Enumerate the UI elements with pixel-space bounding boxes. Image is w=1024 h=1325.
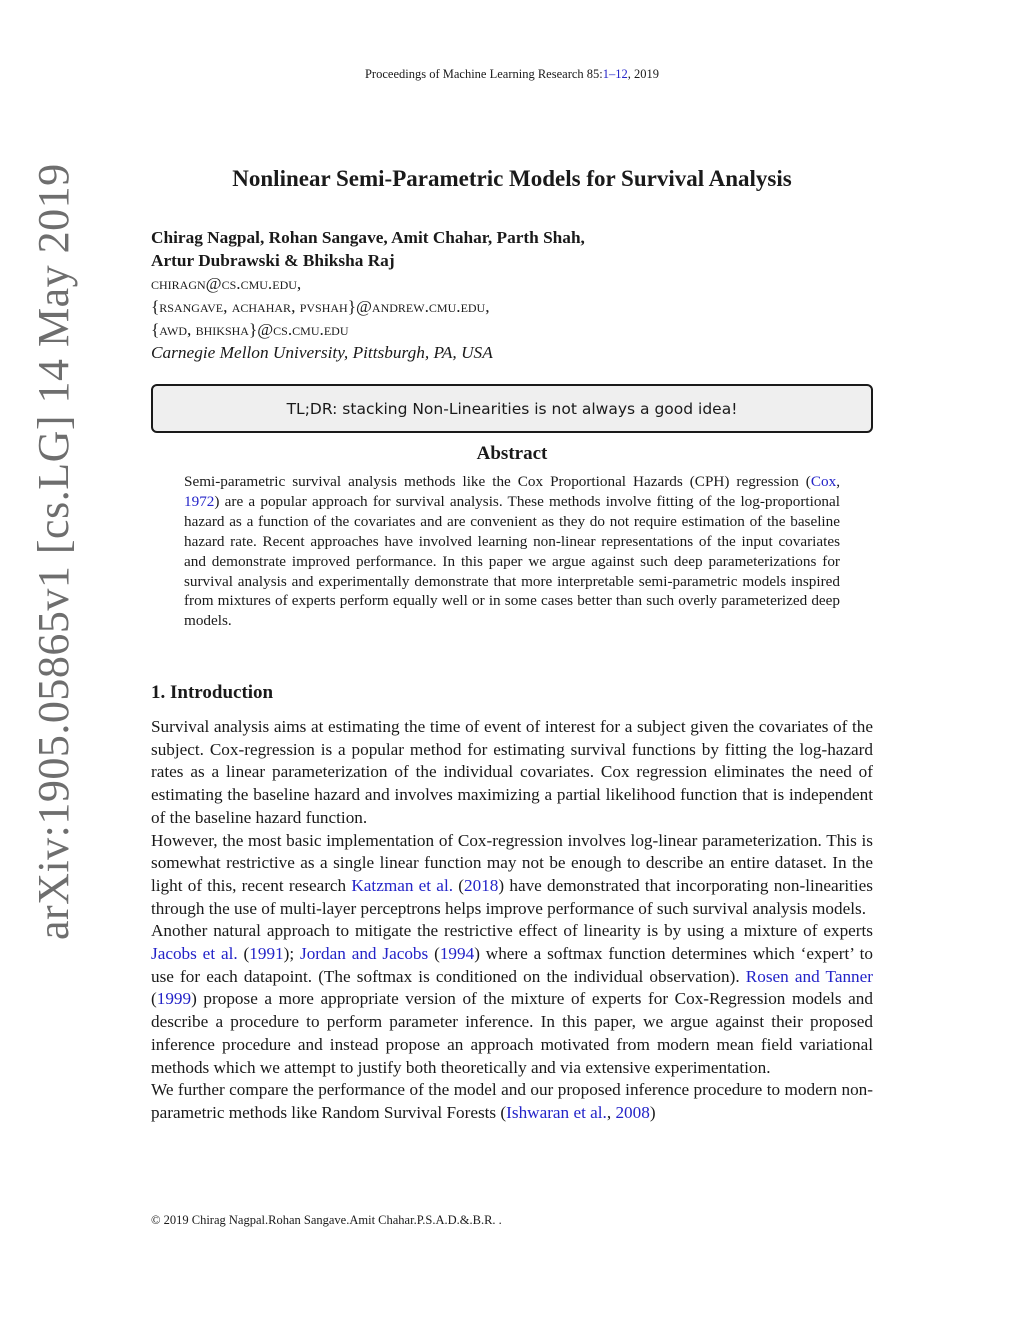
page-end-link[interactable]: 12 <box>615 67 628 81</box>
cite-ishwaran-year[interactable]: 2008 <box>615 1102 650 1122</box>
affiliation: Carnegie Mellon University, Pittsburgh, PA, USA <box>151 343 493 362</box>
cite-semicolon: ; <box>289 944 301 964</box>
intro-p3-text-b: where a softmax function determines which ‘expert’ to use for each datapoint. (The softmax is conditioned on the individual observation). <box>151 944 873 986</box>
paren-close: ) <box>474 944 480 964</box>
page-range-dash: – <box>609 67 616 81</box>
section-heading-introduction: 1. Introduction <box>151 682 274 703</box>
cite-jacobs[interactable]: Jacobs et al. <box>151 944 238 964</box>
paren-open: ( <box>458 875 464 895</box>
intro-p3-text-a: Another natural approach to mitigate the restrictive effect of linearity is by using a mixture of experts <box>151 921 873 941</box>
cite-cox[interactable]: Cox <box>810 473 837 490</box>
author-names-line-2: Artur Dubrawski & Bhiksha Raj <box>151 251 395 270</box>
copyright-footer: © 2019 Chirag Nagpal.Rohan Sangave.Amit Chahar.P.S.A.D.&.B.R. . <box>151 1213 502 1227</box>
arxiv-identifier: arXiv:1905.05865v1 [cs.LG] 14 May 2019 <box>29 163 78 940</box>
intro-paragraph-4 <box>151 1079 873 1124</box>
intro-p2-text-a: However, the most basic implementation of Cox-regression involves log-linear parameterization. This is somewhat restrictive as a single linear function may not be enough to describe an entire dataset. In the light of this, recent research <box>151 830 873 895</box>
author-email-2: {rsangave, achahar, pvshah}@andrew.cmu.edu, <box>151 297 490 316</box>
cite-sep: , <box>836 473 840 490</box>
cite-katzman-year[interactable]: 2018 <box>464 875 499 895</box>
cite-jordan-jacobs-year[interactable]: 1994 <box>439 944 475 964</box>
author-block <box>151 226 873 364</box>
cite-jacobs-year[interactable]: 1991 <box>249 944 284 964</box>
intro-p4-text-a: We further compare the performance of the model and our proposed inference procedure to modern non-parametric methods like Random Survival Forests <box>151 1080 873 1122</box>
paren-close: ) <box>649 1102 656 1122</box>
paren-open: ( <box>243 944 250 964</box>
abstract-body <box>184 472 840 631</box>
intro-paragraph-3 <box>151 920 873 1079</box>
intro-paragraph-2 <box>151 830 873 921</box>
paren-close: ) <box>191 989 197 1009</box>
cite-cox-year[interactable]: 1972 <box>184 492 215 510</box>
proceedings-text: Proceedings of Machine Learning Research 85: <box>364 67 603 81</box>
intro-p3-text-c: propose a more appropriate version of the mixture of experts for Cox-Regression models and describe a procedure to perform parameter inference. In this paper, we argue against their proposed inference procedure and instead propose an approach motivated from modern mean field variational methods which we attempt to justify both theoretically and via extensive experimentation. <box>151 989 873 1077</box>
intro-paragraph-1: Survival analysis aims at estimating the time of event of interest for a subject given the covariates of the subject. Cox-regression is a popular method for estimating survival functions by fitting the log-hazard rates as a linear parameterization of the individual covariates. Cox regression eliminates the need of estimating the baseline hazard and involves maximizing a partial likelihood function that is independent of the baseline hazard function. <box>151 717 873 827</box>
tldr-text: TL;DR: stacking Non-Linearities is not always a good idea! <box>286 399 738 418</box>
abstract-text-1: Semi-parametric survival analysis methods like the Cox Proportional Hazards (CPH) regression ( <box>184 473 811 490</box>
running-header <box>0 67 1024 82</box>
author-email-3: {awd, bhiksha}@cs.cmu.edu <box>151 320 349 339</box>
paren-open: ( <box>151 989 157 1009</box>
cite-rosen-tanner-year[interactable]: 1999 <box>156 989 192 1009</box>
cite-katzman[interactable]: Katzman et al. <box>351 875 454 895</box>
cite-ishwaran[interactable]: Ishwaran et al. <box>506 1102 607 1122</box>
author-names-line-1: Chirag Nagpal, Rohan Sangave, Amit Chahar, Parth Shah, <box>151 228 585 247</box>
introduction-body <box>151 716 873 1125</box>
abstract-text-2: ) are a popular approach for survival analysis. These methods involve fitting of the log-proportional hazard as a function of the covariates and are convenient as they do not require estimation of the baseline hazard rate. Recent approaches have involved learning non-linear representations of the input covariates and demonstrate improved performance. In this paper we argue against such deep parameterizations for survival analysis and experimentally demonstrate that more interpretable semi-parametric models inspired from mixtures of experts perform equally well or in some cases better than such overly parameterized deep models. <box>184 492 840 630</box>
proceedings-year: 2019 <box>634 67 659 81</box>
cite-comma: , <box>606 1102 616 1122</box>
tldr-box <box>151 384 873 433</box>
paren-open: ( <box>434 944 440 964</box>
page-start-link[interactable]: 1 <box>602 67 609 81</box>
intro-p2-text-b: have demonstrated that incorporating non-linearities through the use of multi-layer perceptrons helps improve performance of such survival analysis models. <box>151 875 873 918</box>
abstract-heading: Abstract <box>476 443 548 464</box>
author-email-1: chiragn@cs.cmu.edu, <box>151 274 302 293</box>
paper-title: Nonlinear Semi-Parametric Models for Survival Analysis <box>232 166 792 191</box>
paren-open: ( <box>500 1102 507 1122</box>
paren-close: ) <box>498 875 505 895</box>
year-separator: , <box>627 67 634 81</box>
cite-rosen-tanner[interactable]: Rosen and Tanner <box>745 966 873 986</box>
paren-close: ) <box>283 944 290 964</box>
cite-jordan-jacobs[interactable]: Jordan and Jacobs <box>300 944 429 964</box>
